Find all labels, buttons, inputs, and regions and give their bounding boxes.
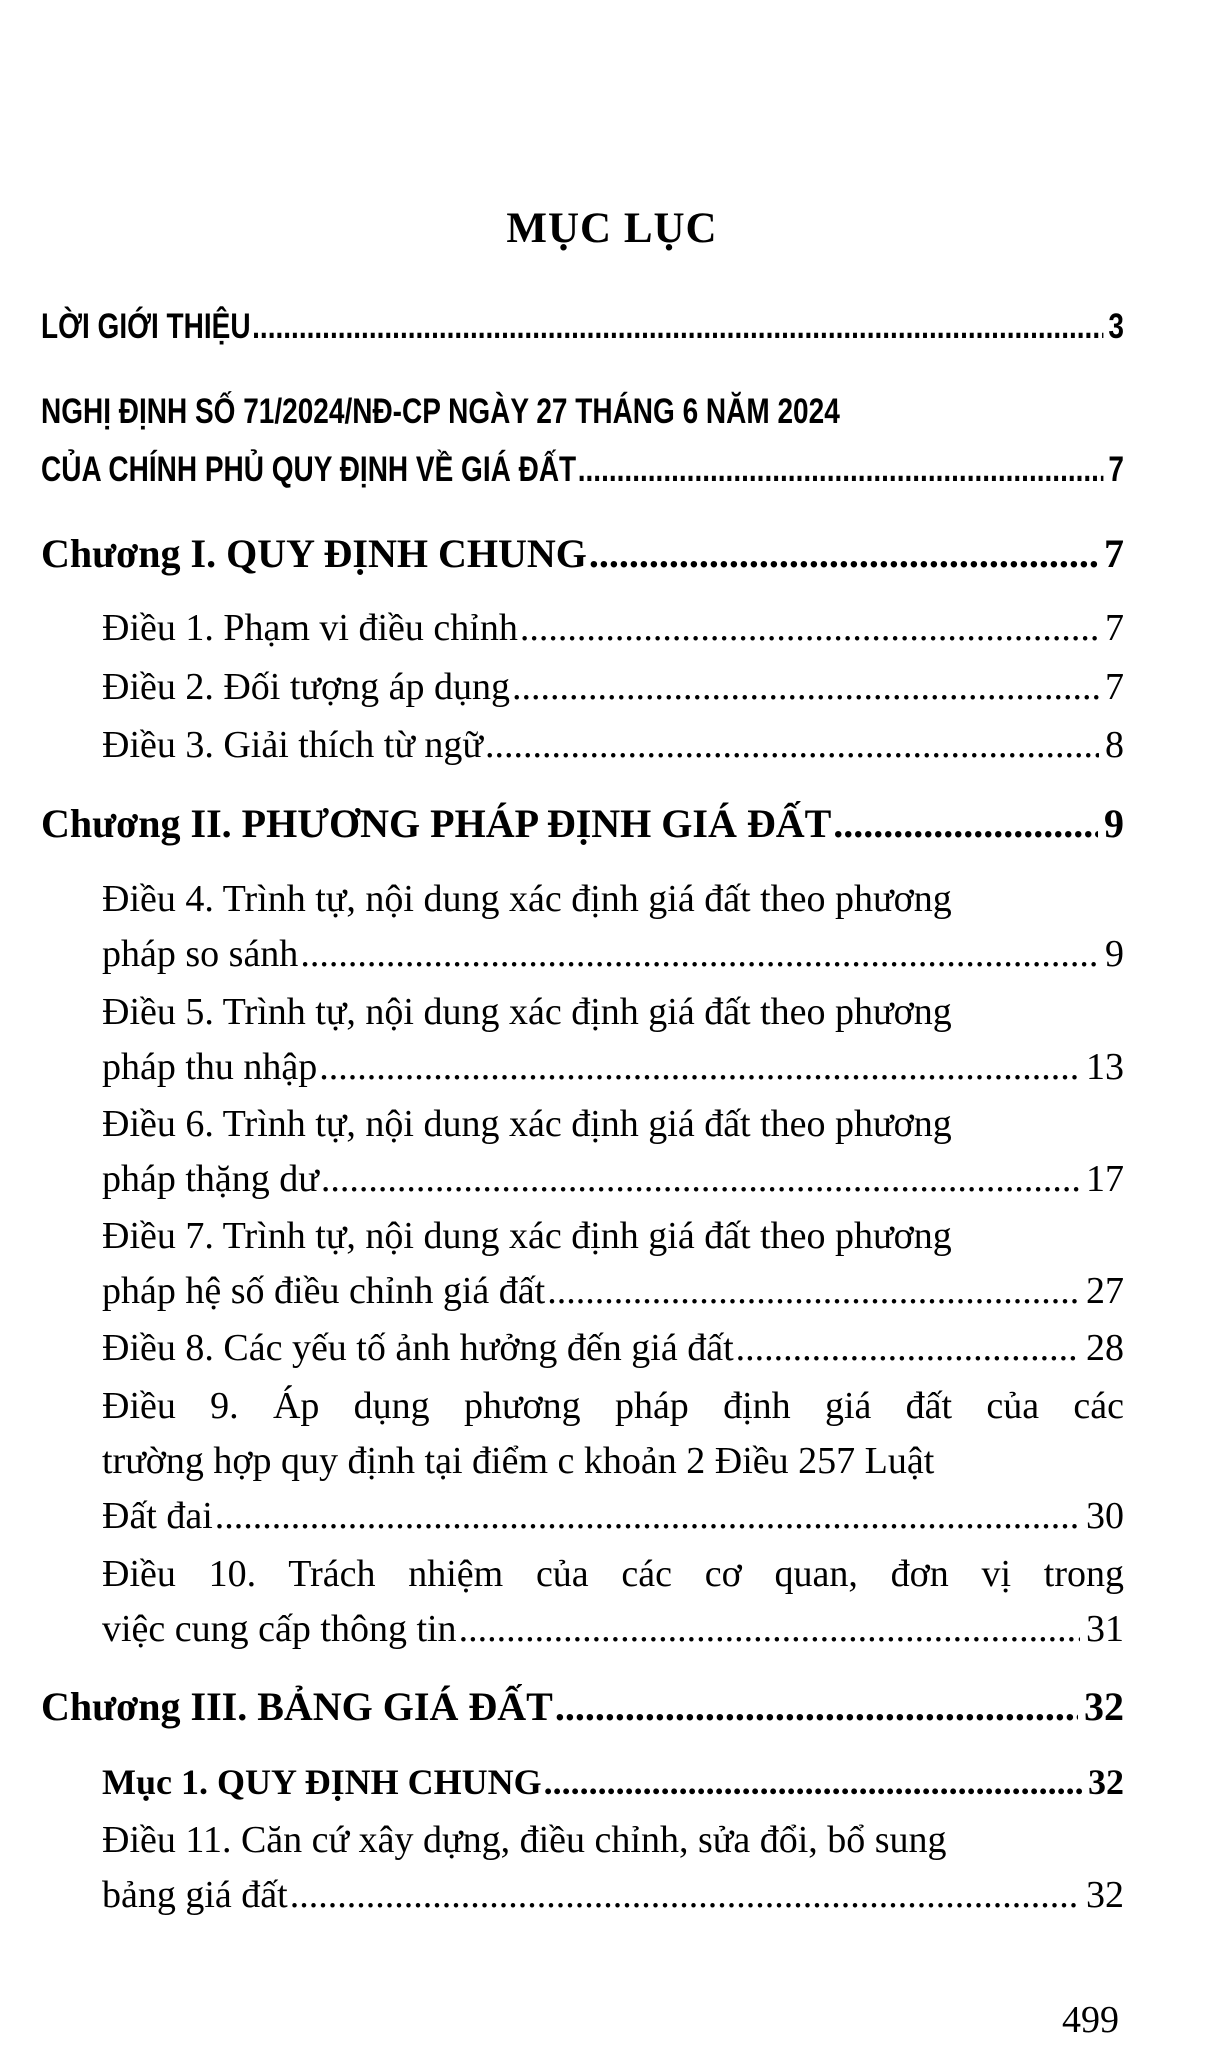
dot-leader — [544, 1761, 1082, 1803]
dot-leader — [512, 665, 1099, 709]
dot-leader — [589, 530, 1098, 577]
toc-entry-text: Điều 6. Trình tự, nội dung xác định giá đất theo phương — [102, 1103, 952, 1145]
toc-page-number: 30 — [1086, 1495, 1124, 1537]
toc-page-number: 32 — [1084, 1684, 1124, 1729]
dot-leader — [459, 1607, 1080, 1651]
dot-leader — [520, 606, 1099, 650]
toc-page-number: 7 — [1105, 666, 1124, 708]
toc-entry-article-10[interactable] — [102, 1552, 1124, 1662]
toc-entry-section-1[interactable] — [102, 1761, 1124, 1803]
toc-entry-text: Điều 5. Trình tự, nội dung xác định giá đất theo phương — [102, 991, 952, 1033]
dot-leader — [547, 1269, 1080, 1313]
toc-entry-article-11[interactable] — [102, 1818, 1124, 1928]
dot-leader — [215, 1494, 1080, 1538]
toc-entry-text: pháp so sánh — [102, 933, 299, 975]
toc-entry-chapter-1[interactable] — [41, 530, 1124, 577]
toc-entry-article-4[interactable] — [102, 877, 1124, 987]
dot-leader — [555, 1683, 1078, 1730]
dot-leader — [736, 1326, 1080, 1370]
page-title: MỤC LỤC — [506, 205, 718, 252]
toc-entry-text: Điều 7. Trình tự, nội dung xác định giá đất theo phương — [102, 1215, 952, 1257]
toc-entry-text: pháp hệ số điều chỉnh giá đất — [102, 1270, 546, 1312]
toc-entry-text: Điều 3. Giải thích từ ngữ — [102, 724, 484, 766]
toc-entry-text: pháp thặng dư — [102, 1158, 319, 1200]
toc-entry-article-6[interactable] — [102, 1102, 1124, 1212]
page-number: 499 — [1062, 1999, 1119, 2041]
toc-page-number: 17 — [1086, 1158, 1124, 1200]
toc-entry-text: Chương I. QUY ĐỊNH CHUNG — [41, 531, 587, 576]
dot-leader — [833, 800, 1098, 847]
toc-entry-decree[interactable] — [41, 392, 1124, 508]
toc-page-number: 3 — [1108, 307, 1124, 346]
dot-leader — [252, 307, 1103, 347]
toc-page-number: 9 — [1104, 801, 1124, 846]
toc-entry-text: việc cung cấp thông tin — [102, 1608, 457, 1650]
toc-entry-text: Mục 1. QUY ĐỊNH CHUNG — [102, 1762, 542, 1802]
toc-entry-text: Điều 2. Đối tượng áp dụng — [102, 666, 510, 708]
toc-page-number: 13 — [1086, 1046, 1124, 1088]
toc-page-number: 31 — [1086, 1608, 1124, 1650]
toc-page-number: 7 — [1105, 607, 1124, 649]
toc-page-number: 7 — [1108, 450, 1124, 489]
toc-entry-chapter-2[interactable] — [41, 800, 1124, 847]
toc-entry-article-7[interactable] — [102, 1214, 1124, 1324]
toc-entry-text: CỦA CHÍNH PHỦ QUY ĐỊNH VỀ GIÁ ĐẤT — [41, 450, 577, 489]
toc-entry-text: bảng giá đất — [102, 1874, 288, 1916]
toc-entry-chapter-3[interactable] — [41, 1683, 1124, 1730]
toc-entry-text: Điều 8. Các yếu tố ảnh hưởng đến giá đất — [102, 1327, 734, 1369]
toc-entry-text: Điều 11. Căn cứ xây dựng, điều chỉnh, sửa đổi, bổ sung — [102, 1819, 947, 1861]
toc-page-number: 32 — [1086, 1874, 1124, 1916]
toc-entry-article-2[interactable] — [102, 665, 1124, 720]
toc-entry-article-9[interactable] — [102, 1384, 1124, 1549]
toc-entry-text: Điều 10. Trách nhiệm của các cơ quan, đơn vị trong — [102, 1553, 1124, 1595]
toc-entry-text: Điều 1. Phạm vi điều chỉnh — [102, 607, 518, 649]
toc-page-number: 32 — [1088, 1762, 1124, 1802]
toc-entry-text: NGHỊ ĐỊNH SỐ 71/2024/NĐ-CP NGÀY 27 THÁNG 6 NĂM 2024 — [41, 392, 840, 431]
toc-entry-article-1[interactable] — [102, 606, 1124, 661]
toc-entry-text: pháp thu nhập — [102, 1046, 318, 1088]
dot-leader — [300, 932, 1099, 976]
dot-leader — [319, 1045, 1080, 1089]
dot-leader — [578, 450, 1104, 490]
toc-page-number: 28 — [1086, 1327, 1124, 1369]
toc-entry-text: trường hợp quy định tại điểm c khoản 2 Điều 257 Luật — [102, 1440, 935, 1482]
toc-entry-article-3[interactable] — [102, 723, 1124, 778]
toc-entry-article-5[interactable] — [102, 990, 1124, 1100]
toc-page-number: 7 — [1104, 531, 1124, 576]
toc-page-number: 8 — [1105, 724, 1124, 766]
toc-entry-text: Chương III. BẢNG GIÁ ĐẤT — [41, 1684, 553, 1729]
toc-entry-text: LỜI GIỚI THIỆU — [41, 307, 251, 346]
toc-entry-text: Điều 4. Trình tự, nội dung xác định giá đất theo phương — [102, 878, 952, 920]
dot-leader — [485, 723, 1099, 767]
toc-page-number: 9 — [1105, 933, 1124, 975]
toc-entry-article-8[interactable] — [102, 1326, 1124, 1381]
toc-entry-text: Điều 9. Áp dụng phương pháp định giá đất của các — [102, 1385, 1124, 1427]
dot-leader — [321, 1157, 1080, 1201]
toc-entry-intro[interactable] — [41, 307, 1124, 365]
toc-page-number: 27 — [1086, 1270, 1124, 1312]
toc-entry-text: Chương II. PHƯƠNG PHÁP ĐỊNH GIÁ ĐẤT — [41, 801, 832, 846]
toc-entry-text: Đất đai — [102, 1495, 213, 1537]
dot-leader — [290, 1873, 1080, 1917]
